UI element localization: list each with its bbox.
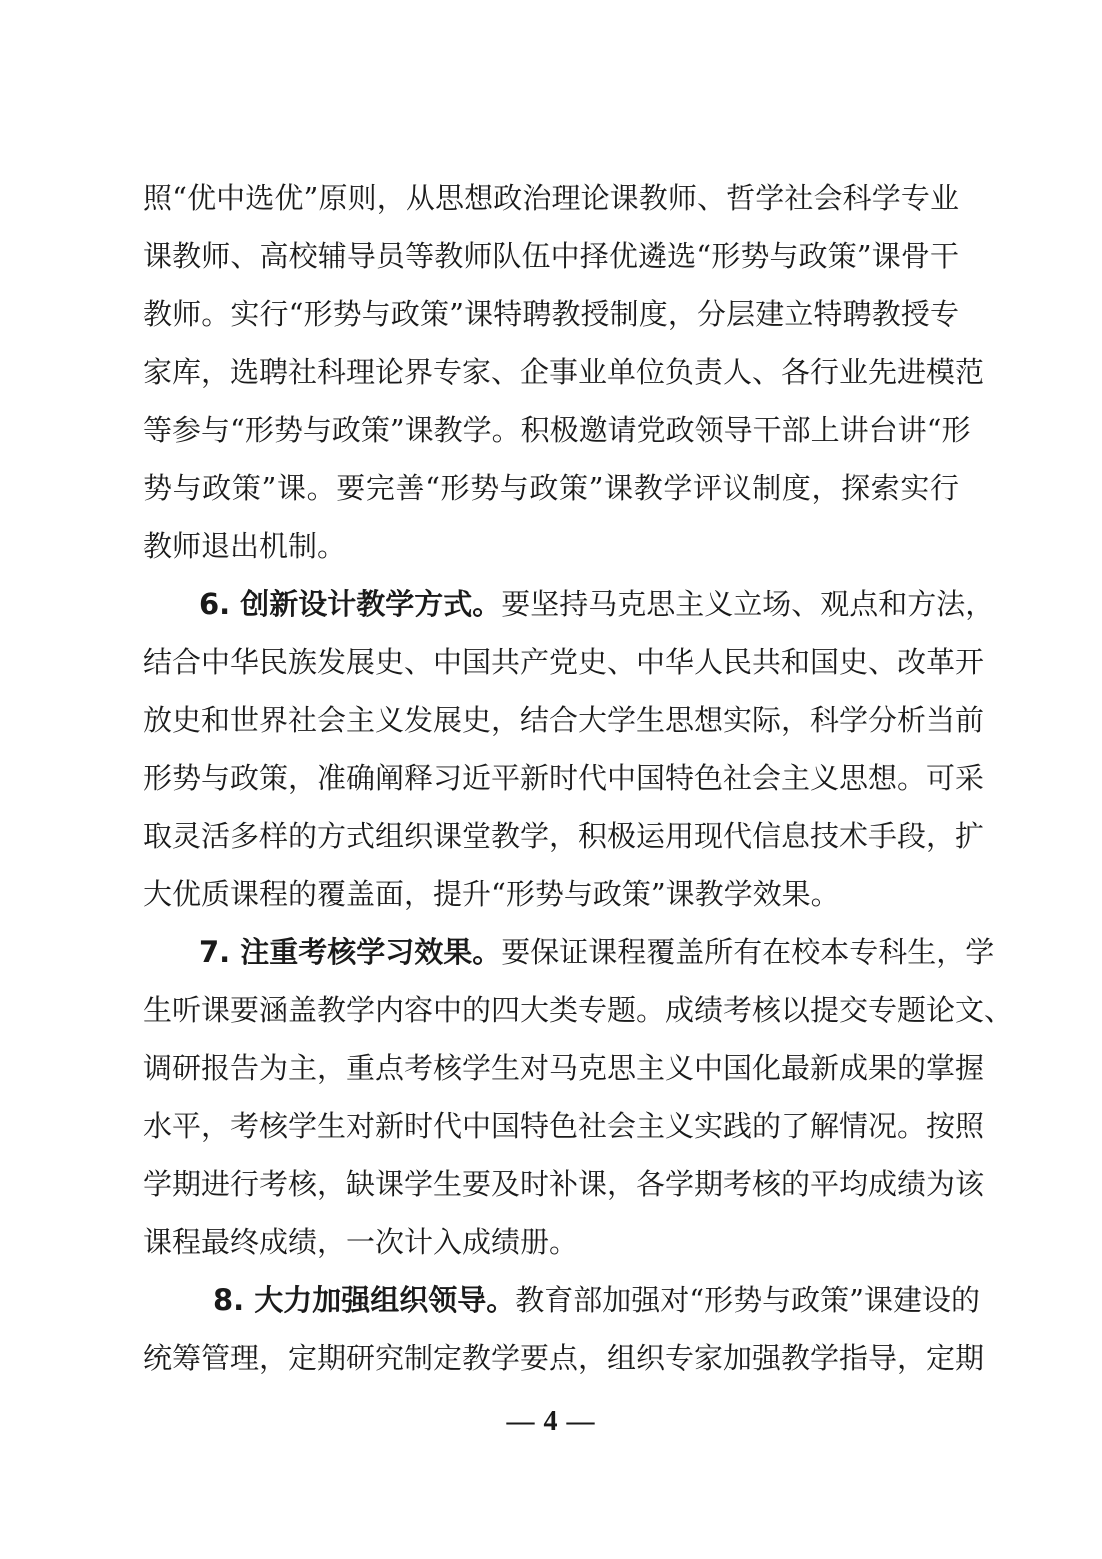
paragraph-1-line-2: 课教师、高校辅导员等教师队伍中择优遴选“形势与政策”课骨干: [143, 239, 959, 273]
paragraph-1-line-7: 教师退出机制。: [143, 529, 347, 563]
paragraph-1-line-5: 等参与“形势与政策”课教学。积极邀请党政领导干部上讲台讲“形: [143, 413, 971, 447]
paragraph-1-line-3: 教师。实行“形势与政策”课特聘教授制度，分层建立特聘教授专: [143, 297, 959, 331]
paragraph-7-line-6: 课程最终成绩，一次计入成绩册。: [143, 1225, 579, 1259]
paragraph-8-line-2: 统筹管理，定期研究制定教学要点，组织专家加强教学指导，定期: [143, 1341, 985, 1375]
paragraph-7-line-2: 生听课要涵盖教学内容中的四大类专题。成绩考核以提交专题论文、: [143, 993, 1014, 1027]
paragraph-7-line-1: [199, 932, 995, 972]
page-number: — 4 —: [506, 1406, 596, 1437]
paragraph-6-line-3: 放史和世界社会主义发展史，结合大学生思想实际，科学分析当前: [143, 703, 985, 737]
section-8-text: 教育部加强对“形势与政策”课建设的: [515, 1283, 980, 1317]
section-6-heading: 6. 创新设计教学方式。: [199, 587, 502, 621]
paragraph-1-line-6: 势与政策”课。要完善“形势与政策”课教学评议制度，探索实行: [143, 471, 959, 505]
paragraph-7-line-3: 调研报告为主，重点考核学生对马克思主义中国化最新成果的掌握: [143, 1051, 985, 1085]
paragraph-1-line-1: 照“优中选优”原则，从思想政治理论课教师、哲学社会科学专业: [143, 181, 959, 215]
paragraph-6-line-2: 结合中华民族发展史、中国共产党史、中华人民共和国史、改革开: [143, 645, 985, 679]
section-7-text: 要保证课程覆盖所有在校本专科生，学: [501, 935, 995, 969]
paragraph-7-line-4: 水平，考核学生对新时代中国特色社会主义实践的了解情况。按照: [143, 1109, 985, 1143]
paragraph-6-line-1: [199, 584, 995, 624]
paragraph-7-line-5: 学期进行考核，缺课学生要及时补课，各学期考核的平均成绩为该: [143, 1167, 985, 1201]
paragraph-6-line-6: 大优质课程的覆盖面，提升“形势与政策”课教学效果。: [143, 877, 840, 911]
section-6-text: 要坚持马克思主义立场、观点和方法，: [501, 587, 995, 621]
section-7-heading: 7. 注重考核学习效果。: [199, 935, 502, 969]
paragraph-6-line-5: 取灵活多样的方式组织课堂教学，积极运用现代信息技术手段，扩: [143, 819, 985, 853]
paragraph-6-line-4: 形势与政策，准确阐释习近平新时代中国特色社会主义思想。可采: [143, 761, 985, 795]
paragraph-8-line-1: [213, 1280, 980, 1320]
paragraph-1-line-4: 家库，选聘社科理论界专家、企事业单位负责人、各行业先进模范: [143, 355, 985, 389]
section-8-heading: 8. 大力加强组织领导。: [213, 1283, 516, 1317]
